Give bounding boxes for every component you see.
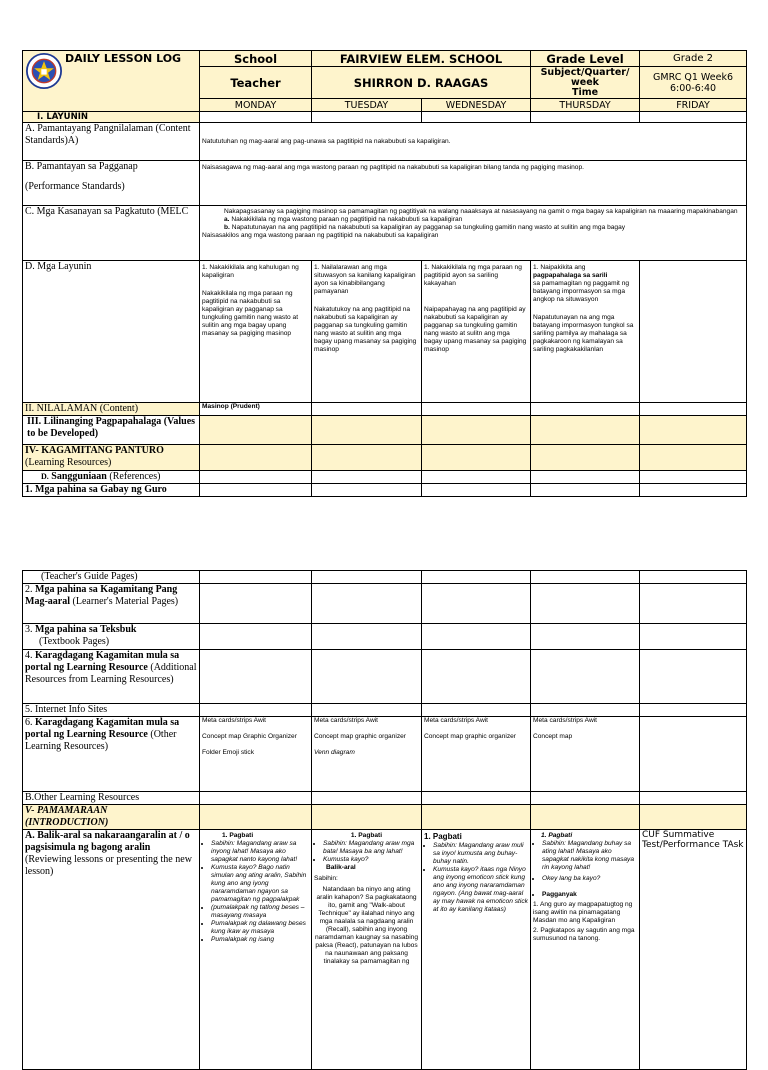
or-mon-2: Concept map Graphic Organizer [202,733,297,740]
tue-item-2: • Kumusta kayo? [323,856,419,864]
day-thursday: THURSDAY [531,99,640,112]
performance-label-line1: B. Pamantayan sa Pagganap [25,161,138,172]
row-label-review [23,830,200,1070]
or-thu-1: Meta cards/strips Awit [533,717,598,724]
references-sub: (References) [109,471,161,482]
objectives-thursday-2: Napatutunayan na ang mga batayang impormasyon tungkol sa sariling pamilya ay mahalaga sa pagkakaroon ng kamalayan sa sariling pagkakakilanlan [533,314,634,353]
mon-item-3: • (pumalakpak ng tatlong beses – masayang masaya [211,904,309,920]
objectives-tuesday-2: Nakatutukoy na ang pagtitipid na nakabubuti sa kapaligiran ay pagganap sa tungkuling gamitin nang wasto at sulitin ang mga bagay upang masanay sa pagiging masinop [314,306,417,353]
or-sub: (Other Learning Resources) [25,729,177,752]
teacher-value: SHIRRON D. RAAGAS [312,67,531,99]
row-label-tg-pages: (Teacher's Guide Pages) [23,571,200,584]
thu-pagganyak: • Pagganyak [542,891,637,899]
school-label: School [200,51,312,67]
kagamitan-label: IV- KAGAMITANG PANTURO [25,445,164,456]
lm-label: Mga pahina sa Kagamitang Pang Mag-aaral [25,584,178,607]
introduction-label: (INTRODUCTION) [25,817,109,828]
mon-item-4: • Pumalakpak ng dalawang beses kung ikaw ay masaya [211,920,309,936]
objectives-monday [200,261,312,403]
or-mon-3: Folder Emoji stick [202,749,255,756]
review-friday: CUF Summative Test/Performance TAsk [640,830,747,1070]
tue-balik-aral: Balik-aral [326,864,356,871]
or-wed-1: Meta cards/strips Awit [424,717,489,724]
tue-item-1: • Sabihin: Magandang araw mga bata! Masaya ba ang lahat! [323,840,419,856]
or-wed-2: Concept map graphic organizer [424,733,516,740]
review-monday [200,830,312,1070]
review-wednesday [422,830,531,1070]
day-friday: FRIDAY [640,99,747,112]
row-label-content: II. NILALAMAN (Content) [23,403,200,416]
melc-letter-a: a. [224,216,230,223]
wed-item-2: • Kumusta kayo? itaas nga Ninyo ang inyong emoticon stick kung ano ang inyong nararamdaman ngayon. (Ang bawat mag-aaral ay may hawak na emoticon stick at ito ay kanilang itataas) [433,866,528,914]
row-label-objectives: D. Mga Layunin [23,261,200,403]
objectives-monday-2: Nakakikilala ng mga paraan ng pagtitipid na nakabubuti sa kapaligiran ay pagganap sa tungkuling gamitin nang wasto at sulitin ang mga bagay upang masanay sa pagiging masinop [202,290,299,337]
subject-value-line1: GMRC Q1 Week6 [653,71,733,83]
row-label-additional-resources [23,650,200,704]
objectives-tuesday [312,261,422,403]
day-monday: MONDAY [200,99,312,112]
row-label-references [23,471,200,484]
row-label-other-resources [23,717,200,792]
or-tue-1: Meta cards/strips Awit [314,717,379,724]
row-label-other-learning-resources: B.Other Learning Resources [23,792,200,805]
subject-label-line3: Time [571,86,599,98]
objectives-monday-1: 1. Nakakikilala ang kahulugan ng kapaligiran [202,264,299,279]
references-letter: D. [41,472,49,481]
review-sub: (Reviewing lessons or presenting the new lesson) [25,854,192,877]
review-thursday [531,830,640,1070]
tb-label: Mga pahina sa Teksbuk [35,624,137,635]
thu-item-1: • Sabihin: Magandang buhay sa ating lahat! Masaya ako sapagkat nakikita kong masaya rin kayong lahat! [542,840,637,872]
row-label-internet: 5. Internet Info Sites [23,704,200,717]
grade-label: Grade Level [531,51,640,67]
melc-letter-b: b. [224,224,230,231]
tue-greeting-list [314,840,419,864]
thu-greeting-head: 1. Pagbati [541,832,573,839]
mon-item-5: • Pumalakpak ng isang [211,936,309,944]
header-title-cell [23,51,200,112]
performance-label-line2: (Performance Standards) [25,181,125,192]
thu-p1: 1. Ang guro ay magpapatugtog ng isang awitin na pinamagatang Masdan mo ang Kapaligiran [533,901,633,924]
tue-say: Sabihin: [314,875,338,882]
subject-label-line2: week [571,76,599,88]
wed-greeting-head: 1. Pagbati [424,832,462,841]
pamamaraan-label: V- PAMAMARAAN [25,805,108,816]
row-label-content-standards: A. Pamantayang Pangnilalaman (Content Standards)A) [23,123,200,161]
or-mon-1: Meta cards/strips Awit [202,717,267,724]
thu-greeting-list [533,840,637,883]
kagamitan-sub: (Learning Resources) [25,457,112,468]
objectives-wednesday-1: 1. Nakakikilala ng mga paraan ng pagtitipid ayon sa sariling kakayahan [424,264,522,287]
objectives-thursday-1c: sa pamamagitan ng paggamit ng batayang impormasyon sa mga angkop na situwasyon [533,280,630,303]
other-resources-wednesday [422,717,531,792]
or-num: 6. [25,717,33,728]
grade-value: Grade 2 [640,51,747,67]
performance-standards-text: Naisasagawa ng mag-aaral ang mga wastong paraan ng pagtitipid na nakabubuti sa kapaligiran bilang tanda ng pagiging masinop. [200,161,747,206]
lesson-log-title: DAILY LESSON LOG [65,52,182,65]
school-value: FAIRVIEW ELEM. SCHOOL [312,51,531,67]
row-label-textbook [23,624,200,650]
melc-line1: Nakapagsasanay sa pagiging masinop sa pamamagitan ng pagtitiyak na walang naaaksaya at nasasayang na gamit o mga bagay sa kapaligiran na maaaring mapakinabangan [224,208,738,215]
subject-value-line2: 6:00-6:40 [669,82,717,94]
melc-text [200,206,747,261]
lm-num: 2. [25,584,33,595]
objectives-tuesday-1: 1. Nailalarawan ang mga situwasyon sa kanilang kapaligiran ayon sa kinabibilangang pamayanan [314,264,416,295]
content-value: Masinop (Prudent) [200,403,312,416]
row-label-teacher-guide: 1. Mga pahina sa Gabay ng Guro [23,484,200,497]
day-tuesday: TUESDAY [312,99,422,112]
objectives-thursday [531,261,640,403]
row-label-learner-material [23,584,200,624]
objectives-thursday-1a: 1. Naipakikita ang [533,264,586,271]
objectives-thursday-1b: pagpapahalaga sa sarili [533,272,608,279]
or-tue-3: Venn diagram [314,749,355,756]
other-resources-monday [200,717,312,792]
objectives-wednesday-2: Naipapahayag na ang pagtitipid ay nakabubuti sa kapaligiran ay pagganap sa tungkuling gamitin nang wasto at sulitn ang mga bagay upang masanay sa pagiging masinop [424,306,527,353]
tb-num: 3. [25,624,33,635]
teacher-label: Teacher [200,67,312,99]
day-wednesday: WEDNESDAY [422,99,531,112]
thu-item-2: • Okey lang ba kayo? [542,875,637,883]
thu-pagganyak-list [533,891,637,899]
ar-sub: (Additional Resources from Learning Resources) [25,662,197,685]
row-label-melc: C. Mga Kasanayan sa Pagkatuto (MELC [23,206,200,261]
review-tuesday [312,830,422,1070]
lesson-log-table-2 [22,570,747,1070]
row-label-procedure [23,805,200,830]
melc-line4: Naisasakilos ang mga wastong paraan ng pagtitipid na nakabubuti sa kapaligiran [202,232,439,239]
thu-p2: 2. Pagkatapos ay sagutin ang mga sumusunod na tanong. [533,927,635,942]
tb-sub: (Textbook Pages) [39,636,110,647]
row-label-values: III. Lilinanging Pagpapahalaga (Values to be Developed) [23,416,200,445]
mon-greeting-list [202,840,309,944]
content-standards-text: Natututuhan ng mag-aaral ang pag-unawa sa pagtitipid na nakabubuti sa kapaligiran. [200,123,747,161]
lesson-log-table-1 [22,50,747,497]
mon-greeting-head: 1. Pagbati [222,832,254,839]
wed-item-1: • Sabihin: Magandang araw muli sa inyo! kumusta ang buhay- buhay natin. [433,842,528,866]
mon-item-2: • Kumusta kayo? Bago natin simulan ang ating aralin, Sabihin kung ano ang iyong nararamdaman ngayon sa pamamagitan ng pagpalakpak [211,864,309,904]
or-tue-2: Concept map graphic organizer [314,733,406,740]
tue-greeting-head: 1. Pagbati [350,832,383,839]
references-label: Sangguniaan [51,471,107,482]
row-label-performance-standards [23,161,200,206]
subject-label-line1: Subject/Quarter/ [540,66,630,78]
mon-item-1: • Sabihin: Magandang araw sa inyong lahat! Masaya ako sapagkat nanto kayong lahat! [211,840,309,864]
objectives-wednesday [422,261,531,403]
melc-line2: Nakakikilala ng mga wastong paraan ng pagtitipid na nakabubuti sa kapaligiran [231,216,463,223]
deped-seal-icon [26,53,62,89]
subject-value [640,67,747,99]
review-label: A. Balik-aral sa nakaraangaralin at / o pagsisimula ng bagong aralin [25,830,190,853]
row-label-learning-resources [23,445,200,471]
lm-sub: (Learner's Material Pages) [72,596,179,607]
melc-line3: Napatutunayan na ang pagtitipid na nakabubuti sa kapaligiran ay pagganap sa tungkuling gamitin nang wasto at sulitin ang mga bagay [231,224,626,231]
other-resources-thursday [531,717,640,792]
other-resources-tuesday [312,717,422,792]
or-label: Karagdagang Kagamitan mula sa portal ng Learning Resource [25,717,180,740]
section-layunin: I. LAYUNIN [23,112,200,123]
wed-greeting-list [424,842,528,914]
subject-label [531,67,640,99]
ar-label: Karagdagang Kagamitan mula sa portal ng Learning Resource [25,650,180,673]
objectives-friday [640,261,747,403]
ar-num: 4. [25,650,33,661]
or-thu-2: Concept map [533,733,573,740]
tue-paragraph: Natandaan ba ninyo ang ating aralin kahapon? Sa pagkakataong ito, gamit ang "Walk-about Technique" ay ilalahad ninyo ang mga naalala sa nagdaang aralin (Recall), sabihin ang inyong naramdaman kaugnay sa nasabing paksa (React), patunayan na lubos na naunawaan ang paksang tinalakay sa pamamagitan ng [314,886,418,965]
